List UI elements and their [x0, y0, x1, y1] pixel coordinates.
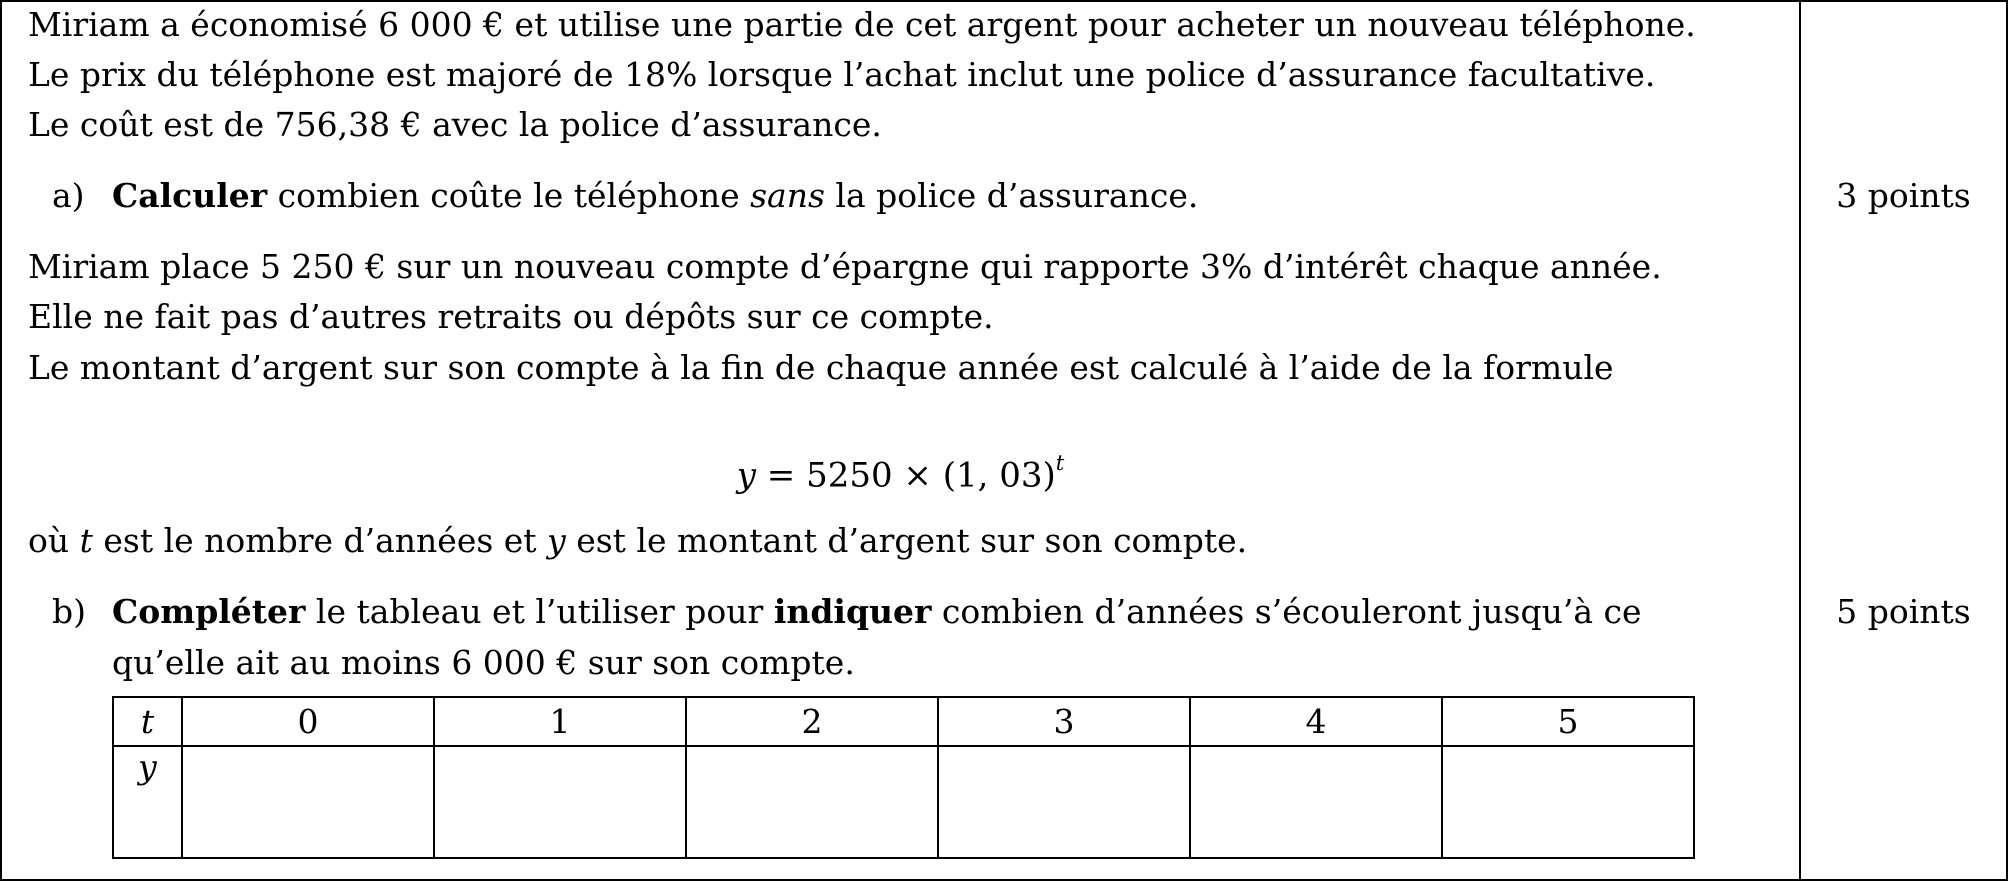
explanation-middle: est le nombre d’années et [92, 521, 548, 560]
table-y-answer-cell[interactable] [686, 746, 938, 858]
table-row-y [113, 746, 1694, 858]
intro-line-2: Le prix du téléphone est majoré de 18% lorsque l’achat inclut une police d’assurance facultative. [28, 55, 1656, 94]
table-row-y-label: y [113, 746, 182, 858]
savings-line-2: Elle ne fait pas d’autres retraits ou dépôts sur ce compte. [28, 297, 994, 336]
table-row-t-label: t [113, 697, 182, 746]
question-b-verb-1: Compléter [112, 592, 306, 631]
table-y-answer-cell[interactable] [434, 746, 686, 858]
explanation-t: t [79, 521, 93, 560]
question-b-line-2: qu’elle ait au moins 6 000 € sur son compte. [112, 643, 855, 682]
question-b-verb-2: indiquer [773, 592, 932, 631]
formula-y: y [736, 455, 756, 496]
question-b-text-2: combien d’années s’écouleront jusqu’à ce [931, 592, 1642, 631]
table-y-answer-cell[interactable] [182, 746, 434, 858]
formula-exponent: t [1055, 451, 1065, 475]
table-t-cell: 1 [434, 697, 686, 746]
intro-line-1: Miriam a économisé 6 000 € et utilise une partie de cet argent pour acheter un nouveau téléphone. [28, 5, 1696, 44]
explanation-line [28, 520, 1247, 562]
formula-body: = 5250 × (1, 03) [755, 455, 1056, 496]
question-a-italic: sans [750, 176, 825, 215]
table-y-answer-cell[interactable] [1442, 746, 1694, 858]
question-b-text-1: le tableau et l’utiliser pour [305, 592, 774, 631]
table-t-cell: 0 [182, 697, 434, 746]
table-y-answer-cell[interactable] [1190, 746, 1442, 858]
savings-line-1: Miriam place 5 250 € sur un nouveau compte d’épargne qui rapporte 3% d’intérêt chaque année. [28, 247, 1662, 286]
question-b-points: 5 points [1836, 592, 1971, 631]
table-t-cell: 2 [686, 697, 938, 746]
question-a-verb: Calculer [112, 176, 268, 215]
question-b-line-1 [112, 591, 1642, 633]
answer-table [112, 696, 1695, 859]
interest-formula [2, 446, 1799, 496]
question-a-points: 3 points [1836, 176, 1971, 215]
explanation-suffix: est le montant d’argent sur son compte. [565, 521, 1248, 560]
table-t-cell: 3 [938, 697, 1190, 746]
question-b-label: b) [52, 592, 86, 631]
intro-line-3: Le coût est de 756,38 € avec la police d’assurance. [28, 105, 882, 144]
question-a-text-1: combien coûte le téléphone [267, 176, 751, 215]
question-a-text [112, 175, 1198, 217]
explanation-y: y [547, 521, 566, 560]
explanation-prefix: où [28, 521, 80, 560]
points-column-divider [1799, 2, 1801, 879]
table-t-cell: 5 [1442, 697, 1694, 746]
savings-line-3: Le montant d’argent sur son compte à la fin de chaque année est calculé à l’aide de la formule [28, 348, 1614, 387]
table-row-t [113, 697, 1694, 746]
question-a-text-2: la police d’assurance. [824, 176, 1199, 215]
table-t-cell: 4 [1190, 697, 1442, 746]
table-y-answer-cell[interactable] [938, 746, 1190, 858]
question-a-label: a) [52, 176, 85, 215]
